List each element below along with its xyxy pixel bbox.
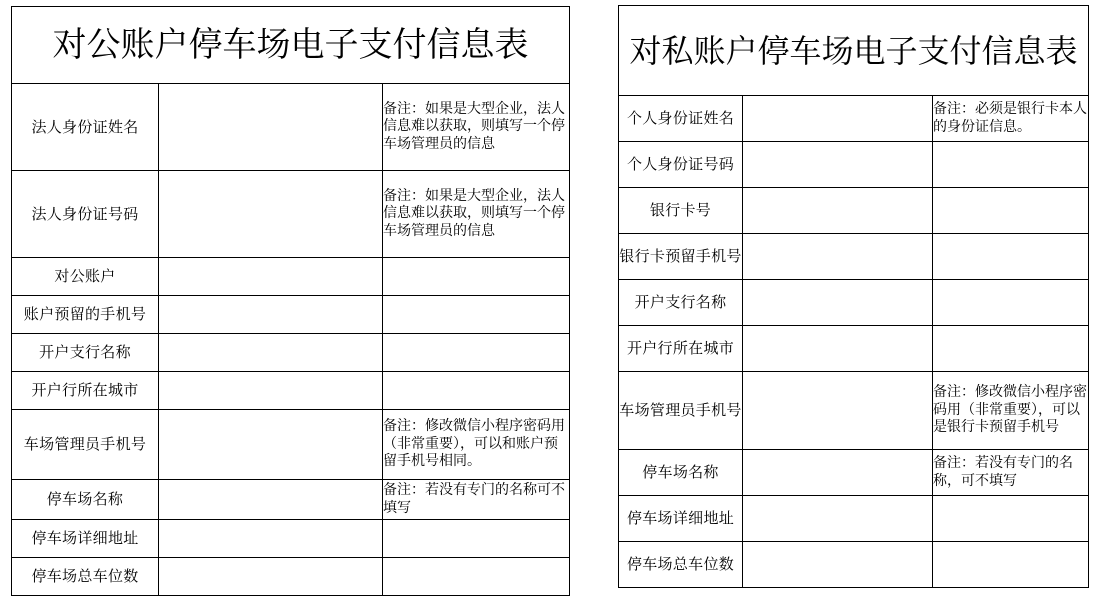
note-cell xyxy=(933,496,1089,542)
note-cell: 备注：若没有专门的名称可不填写 xyxy=(383,480,570,520)
note-cell xyxy=(933,234,1089,280)
value-cell[interactable] xyxy=(159,372,383,410)
row-label: 开户支行名称 xyxy=(619,280,743,326)
note-cell xyxy=(383,372,570,410)
note-cell xyxy=(383,334,570,372)
row-label: 车场管理员手机号 xyxy=(12,410,159,480)
value-cell[interactable] xyxy=(159,258,383,296)
note-cell: 备注：修改微信小程序密码用（非常重要），可以和账户预留手机号相同。 xyxy=(383,410,570,480)
note-cell xyxy=(933,142,1089,188)
note-cell: 备注：必须是银行卡本人的身份证信息。 xyxy=(933,96,1089,142)
value-cell[interactable] xyxy=(743,496,933,542)
row-label: 停车场详细地址 xyxy=(619,496,743,542)
note-cell xyxy=(933,188,1089,234)
value-cell[interactable] xyxy=(159,296,383,334)
note-cell xyxy=(383,520,570,558)
row-label: 停车场总车位数 xyxy=(619,542,743,588)
row-label: 个人身份证姓名 xyxy=(619,96,743,142)
private-table-title: 对私账户停车场电子支付信息表 xyxy=(619,6,1089,96)
note-cell xyxy=(933,326,1089,372)
value-cell[interactable] xyxy=(743,326,933,372)
row-label: 对公账户 xyxy=(12,258,159,296)
value-cell[interactable] xyxy=(743,450,933,496)
row-label: 法人身份证号码 xyxy=(12,171,159,258)
corporate-table-title: 对公账户停车场电子支付信息表 xyxy=(12,7,570,84)
row-label: 车场管理员手机号 xyxy=(619,372,743,450)
note-cell xyxy=(383,558,570,596)
value-cell[interactable] xyxy=(743,372,933,450)
corporate-info-table xyxy=(11,6,570,596)
value-cell[interactable] xyxy=(743,234,933,280)
note-cell xyxy=(933,280,1089,326)
row-label: 停车场名称 xyxy=(619,450,743,496)
value-cell[interactable] xyxy=(159,558,383,596)
value-cell[interactable] xyxy=(743,96,933,142)
row-label: 开户支行名称 xyxy=(12,334,159,372)
note-cell xyxy=(933,542,1089,588)
value-cell[interactable] xyxy=(159,480,383,520)
note-cell xyxy=(383,258,570,296)
row-label: 法人身份证姓名 xyxy=(12,84,159,171)
row-label: 开户行所在城市 xyxy=(12,372,159,410)
row-label: 个人身份证号码 xyxy=(619,142,743,188)
row-label: 停车场名称 xyxy=(12,480,159,520)
private-info-table xyxy=(618,5,1089,588)
note-cell: 备注：如果是大型企业，法人信息难以获取，则填写一个停车场管理员的信息 xyxy=(383,84,570,171)
row-label: 停车场总车位数 xyxy=(12,558,159,596)
value-cell[interactable] xyxy=(159,334,383,372)
row-label: 开户行所在城市 xyxy=(619,326,743,372)
note-cell: 备注：若没有专门的名称，可不填写 xyxy=(933,450,1089,496)
note-cell: 备注：修改微信小程序密码用（非常重要），可以是银行卡预留手机号 xyxy=(933,372,1089,450)
value-cell[interactable] xyxy=(159,171,383,258)
row-label: 银行卡号 xyxy=(619,188,743,234)
row-label: 账户预留的手机号 xyxy=(12,296,159,334)
value-cell[interactable] xyxy=(159,84,383,171)
row-label: 银行卡预留手机号 xyxy=(619,234,743,280)
note-cell xyxy=(383,296,570,334)
value-cell[interactable] xyxy=(159,520,383,558)
value-cell[interactable] xyxy=(743,142,933,188)
value-cell[interactable] xyxy=(743,280,933,326)
row-label: 停车场详细地址 xyxy=(12,520,159,558)
value-cell[interactable] xyxy=(743,188,933,234)
value-cell[interactable] xyxy=(743,542,933,588)
note-cell: 备注：如果是大型企业，法人信息难以获取，则填写一个停车场管理员的信息 xyxy=(383,171,570,258)
value-cell[interactable] xyxy=(159,410,383,480)
